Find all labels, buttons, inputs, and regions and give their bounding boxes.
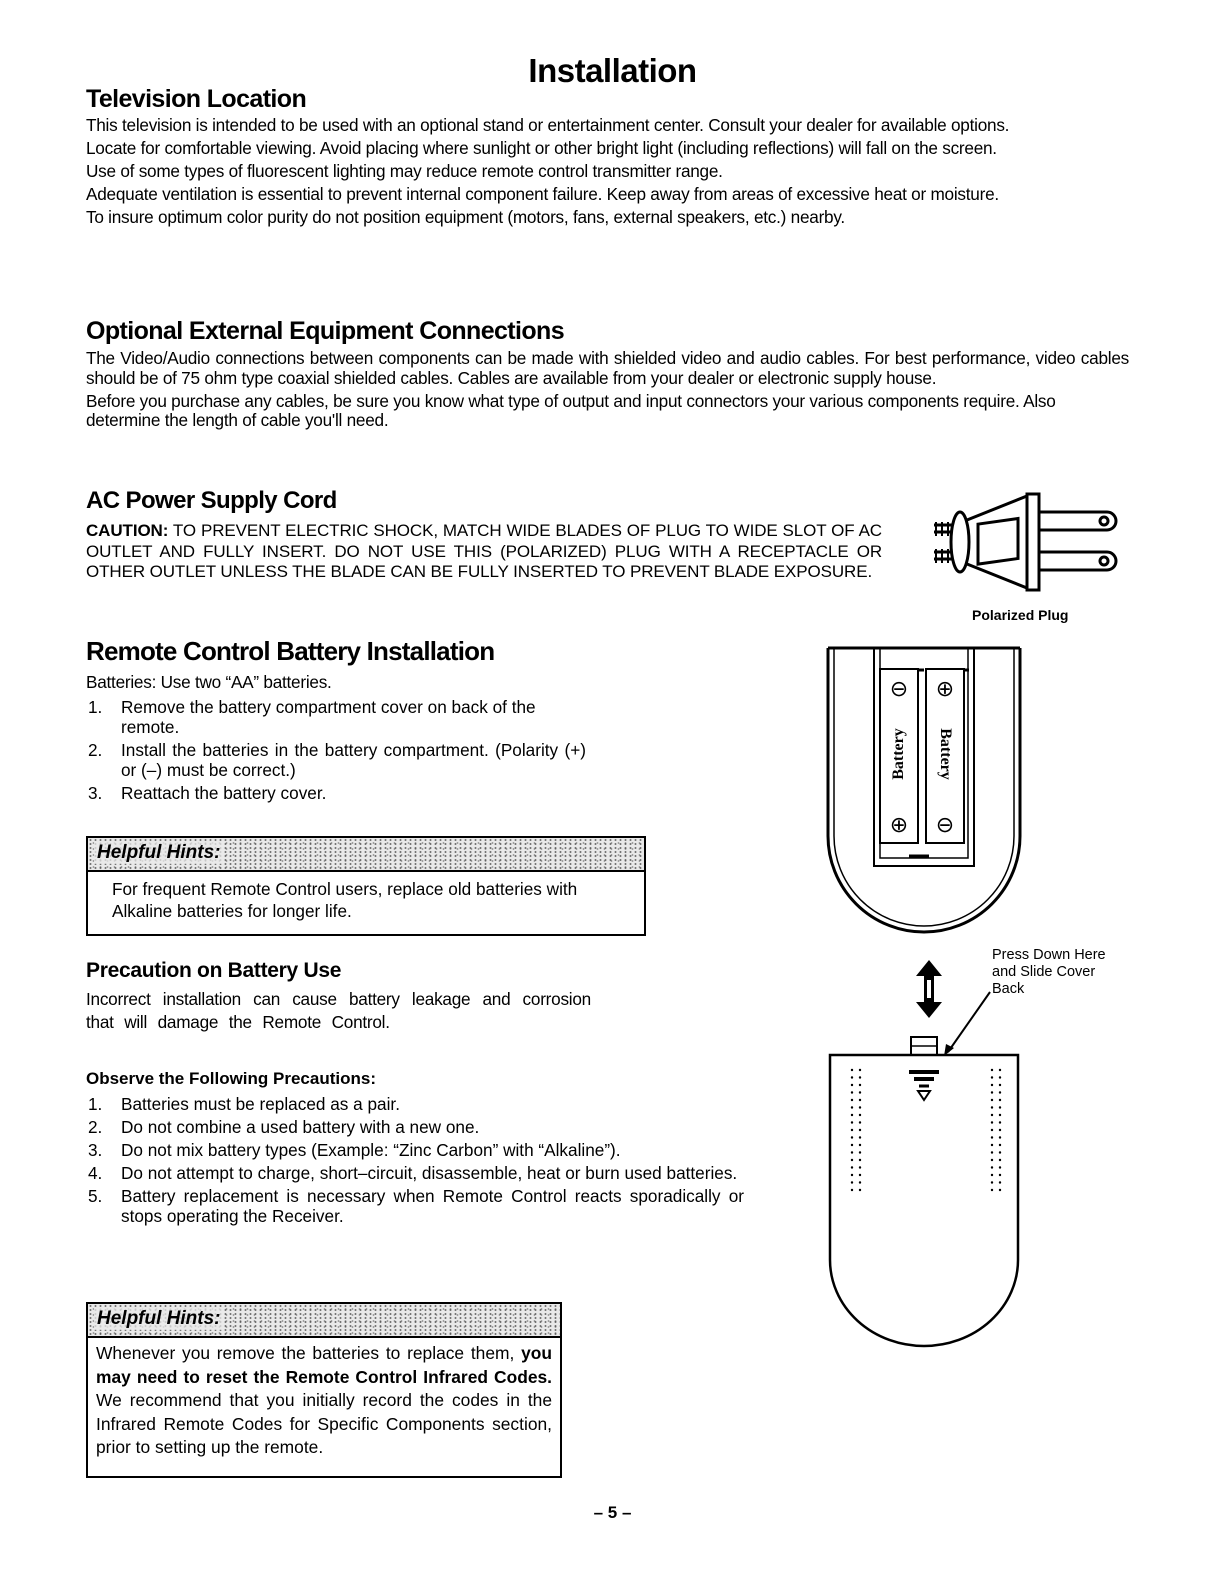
section-precaution xyxy=(86,958,591,1038)
grip-dot xyxy=(859,1166,861,1168)
grip-dot xyxy=(859,1084,861,1086)
grip-dot xyxy=(991,1136,993,1138)
grip-dot xyxy=(859,1069,861,1071)
grip-dot xyxy=(859,1121,861,1123)
grip-dot xyxy=(859,1189,861,1191)
battery-intro: Batteries: Use two “AA” batteries. xyxy=(86,672,332,692)
polarized-plug-icon xyxy=(922,492,1122,592)
grip-dot xyxy=(991,1174,993,1176)
grip-dot xyxy=(999,1069,1001,1071)
paragraph: Adequate ventilation is essential to prevent internal component failure. Keep away from areas of excessive heat or moisture. xyxy=(86,184,999,204)
hint-header xyxy=(88,1304,560,1338)
install-step: 3. Reattach the battery cover. xyxy=(88,782,327,803)
paragraph: Locate for comfortable viewing. Avoid placing where sunlight or other bright light (including reflections) will fall on the screen. xyxy=(86,138,997,158)
grip-dot xyxy=(859,1106,861,1108)
grip-dot xyxy=(991,1121,993,1123)
polarized-plug-figure xyxy=(922,492,1122,592)
battery-label: Battery xyxy=(890,728,907,780)
remote-body-icon xyxy=(824,646,1024,946)
page-title: Installation xyxy=(528,52,697,89)
grip-dot xyxy=(851,1181,853,1183)
grip-dot xyxy=(859,1076,861,1078)
grip-dot xyxy=(859,1181,861,1183)
cover-caption: Press Down Here and Slide Cover Back xyxy=(992,947,1106,997)
section-external-equipment xyxy=(86,316,1129,434)
grip-dot xyxy=(859,1136,861,1138)
grip-dot xyxy=(859,1151,861,1153)
grip-dot xyxy=(999,1091,1001,1093)
precaution-item: 3. Do not mix battery types (Example: “Zinc Carbon” with “Alkaline”). xyxy=(88,1140,621,1160)
grip-dot xyxy=(999,1189,1001,1191)
grip-dot xyxy=(851,1069,853,1071)
heading-observe: Observe the Following Precautions: xyxy=(86,1069,376,1088)
hint-text: Whenever you remove the batteries to replace them, you may need to reset the Remote Control Infrared Codes. We recommend that you initially record the codes in the Infrared Remote Codes for Specific Components section, prior to setting up the remote. xyxy=(96,1343,552,1457)
section-observe-precautions xyxy=(86,1068,744,1229)
heading-remote-battery: Remote Control Battery Installation xyxy=(86,636,495,666)
grip-dot xyxy=(991,1084,993,1086)
grip-dot xyxy=(851,1151,853,1153)
grip-dot xyxy=(991,1181,993,1183)
grip-dot xyxy=(999,1166,1001,1168)
grip-dot xyxy=(851,1106,853,1108)
grip-dot xyxy=(999,1151,1001,1153)
grip-dot xyxy=(991,1159,993,1161)
grip-dot xyxy=(991,1069,993,1071)
minus-terminal-icon: ⊖ xyxy=(935,812,955,837)
caution-body: TO PREVENT ELECTRIC SHOCK, MATCH WIDE BLADES OF PLUG TO WIDE SLOT OF AC OUTLET AND FULLY INSERT. DO NOT USE THIS (POLARIZED) PLUG WITH A RECEPTACLE OR OTHER OUTLET UNLESS THE BLADE CAN BE FULLY INSERTED TO PREVENT BLADE EXPOSURE. xyxy=(86,521,882,581)
section-television-location xyxy=(86,84,1129,231)
install-step: 1. Remove the battery compartment cover on back of the remote. xyxy=(88,696,536,737)
grip-dot xyxy=(999,1129,1001,1131)
precaution-item: 5. Battery replacement is necessary when Remote Control reacts sporadically or stops operating the Receiver. xyxy=(88,1186,744,1226)
section-remote-battery xyxy=(86,636,586,806)
paragraph: To insure optimum color purity do not position equipment (motors, fans, external speakers, etc.) nearby. xyxy=(86,207,845,227)
precaution-text: Incorrect installation can cause battery leakage and corrosion that will damage the Remote Control. xyxy=(86,989,591,1032)
hint-title: Helpful Hints: xyxy=(94,842,224,864)
grip-dot xyxy=(859,1159,861,1161)
hint-title: Helpful Hints: xyxy=(94,1308,224,1330)
heading-television-location: Television Location xyxy=(86,85,307,113)
grip-dot xyxy=(851,1114,853,1116)
battery-left xyxy=(879,668,919,844)
grip-dot xyxy=(851,1129,853,1131)
grip-dot xyxy=(991,1076,993,1078)
grip-dot xyxy=(991,1151,993,1153)
heading-ac-power: AC Power Supply Cord xyxy=(86,487,337,514)
precaution-list xyxy=(86,1094,744,1226)
minus-terminal-icon: ⊖ xyxy=(889,676,909,701)
grip-dot xyxy=(999,1084,1001,1086)
precaution-item: 4. Do not attempt to charge, short–circuit, disassemble, heat or burn used batteries. xyxy=(88,1163,738,1183)
grip-dot xyxy=(991,1189,993,1191)
grip-dot xyxy=(999,1159,1001,1161)
grip-dot xyxy=(851,1159,853,1161)
grip-dot xyxy=(859,1099,861,1101)
grip-dot xyxy=(999,1181,1001,1183)
section-ac-power xyxy=(86,486,882,583)
grip-dot xyxy=(851,1084,853,1086)
helpful-hints-box-1 xyxy=(86,836,646,936)
battery-cover-icon xyxy=(824,1030,1024,1350)
grip-dot xyxy=(991,1106,993,1108)
caution-label: CAUTION: xyxy=(86,521,169,540)
grip-dot xyxy=(991,1114,993,1116)
grip-dot xyxy=(999,1136,1001,1138)
grip-dot xyxy=(859,1114,861,1116)
grip-dot xyxy=(859,1091,861,1093)
grip-dot xyxy=(851,1144,853,1146)
grip-dot xyxy=(851,1174,853,1176)
grip-dot xyxy=(859,1174,861,1176)
plus-terminal-icon: ⊕ xyxy=(935,676,955,701)
install-step: 2. Install the batteries in the battery compartment. (Polarity (+) or (–) must be correct.) xyxy=(88,739,586,780)
grip-dot xyxy=(851,1121,853,1123)
battery-cover-figure xyxy=(824,1030,1024,1350)
grip-dot xyxy=(999,1144,1001,1146)
grip-dot xyxy=(991,1166,993,1168)
helpful-hints-box-2 xyxy=(86,1302,562,1478)
grip-dot xyxy=(991,1091,993,1093)
battery-right xyxy=(925,668,965,844)
grip-dot xyxy=(859,1129,861,1131)
caution-text xyxy=(86,521,882,583)
grip-dot xyxy=(851,1136,853,1138)
heading-external-equipment: Optional External Equipment Connections xyxy=(86,317,565,345)
grip-dot xyxy=(859,1144,861,1146)
hint-text: For frequent Remote Control users, replace old batteries with Alkaline batteries for longer life. xyxy=(112,879,578,921)
grip-dot xyxy=(851,1076,853,1078)
precaution-item: 2. Do not combine a used battery with a new one. xyxy=(88,1117,480,1137)
heading-precaution: Precaution on Battery Use xyxy=(86,959,342,982)
paragraph: Use of some types of fluorescent lighting may reduce remote control transmitter range. xyxy=(86,161,723,181)
grip-dot xyxy=(851,1091,853,1093)
grip-dot xyxy=(991,1129,993,1131)
page-number: – 5 – xyxy=(593,1503,632,1522)
battery-label: Battery xyxy=(937,728,954,780)
grip-dot xyxy=(999,1099,1001,1101)
paragraph: The Video/Audio connections between components can be made with shielded video and audio cables. For best performance, video cables should be of 75 ohm type coaxial shielded cables. Cables are available from your dealer or electronic supply house. xyxy=(86,348,1129,388)
grip-dot xyxy=(999,1114,1001,1116)
grip-dot xyxy=(999,1106,1001,1108)
grip-dot xyxy=(999,1076,1001,1078)
grip-dot xyxy=(991,1099,993,1101)
grip-dot xyxy=(851,1189,853,1191)
plug-caption: Polarized Plug xyxy=(972,607,1069,623)
grip-dot xyxy=(851,1166,853,1168)
grip-dot xyxy=(991,1144,993,1146)
precaution-item: 1. Batteries must be replaced as a pair. xyxy=(88,1094,400,1114)
install-steps xyxy=(86,697,586,803)
grip-dot xyxy=(999,1174,1001,1176)
grip-dot xyxy=(999,1121,1001,1123)
grip-dot xyxy=(851,1099,853,1101)
paragraph: Before you purchase any cables, be sure you know what type of output and input connectors your various components require. Also determine the length of cable you'll need. xyxy=(86,390,1056,430)
remote-compartment-figure xyxy=(824,646,1024,946)
hint-header xyxy=(88,838,644,872)
paragraph: This television is intended to be used with an optional stand or entertainment center. Consult your dealer for available options. xyxy=(86,115,1010,135)
plus-terminal-icon: ⊕ xyxy=(889,812,909,837)
